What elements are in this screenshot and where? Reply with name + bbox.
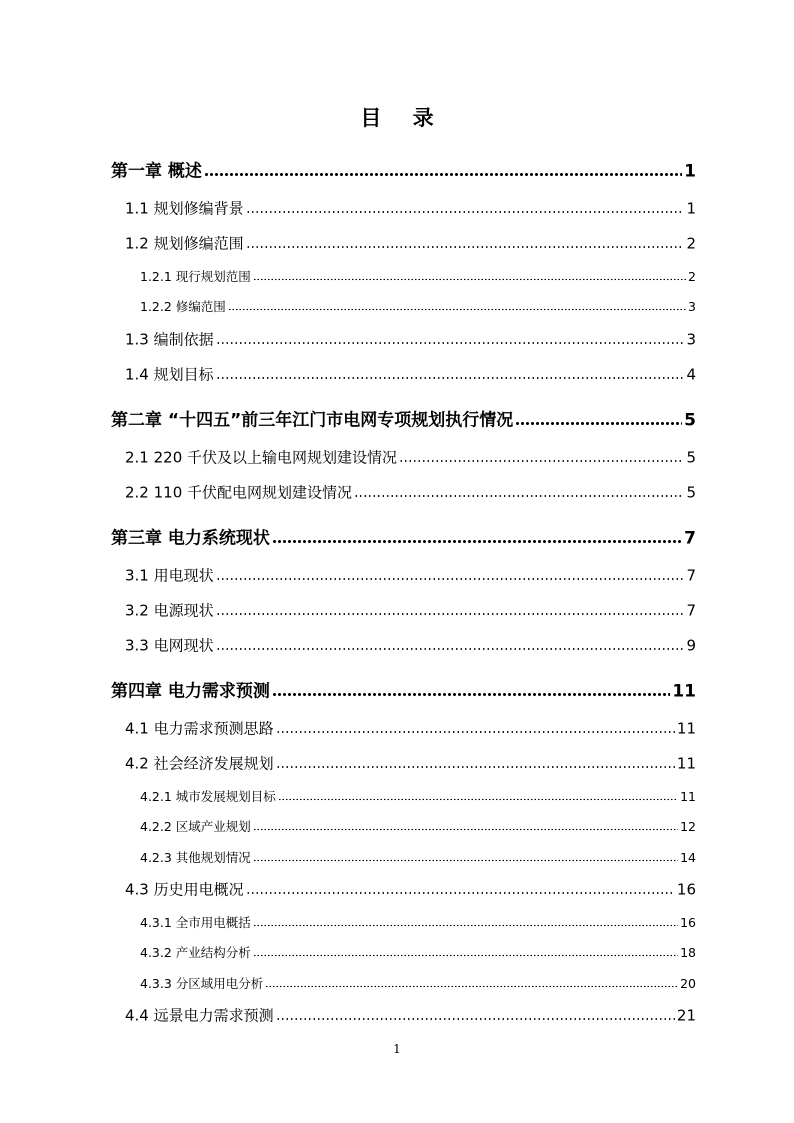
dot-leader (272, 693, 670, 697)
toc-entry-label: 2.1 220 千伏及以上输电网规划建设情况 (125, 448, 398, 467)
toc-entry-page: 5 (686, 448, 696, 467)
dot-leader (216, 377, 685, 380)
toc-entry[interactable] (125, 233, 696, 254)
dot-leader (272, 540, 682, 544)
toc-entry[interactable] (125, 718, 696, 739)
dot-leader (253, 924, 678, 927)
dot-leader (354, 495, 684, 498)
dot-leader (246, 211, 685, 214)
toc-entry-page: 3 (686, 330, 696, 349)
toc-entry-label: 第二章 “十四五”前三年江门市电网专项规划执行情况 (111, 410, 514, 431)
toc-entry[interactable] (125, 329, 696, 350)
toc-entry[interactable] (125, 364, 696, 385)
toc-entry[interactable] (140, 913, 696, 931)
toc-entry-page: 3 (688, 299, 696, 314)
toc-entry-label: 4.4 远景电力需求预测 (125, 1006, 274, 1025)
toc-entry-page: 11 (676, 719, 696, 738)
toc-entry[interactable] (125, 565, 696, 586)
toc-entry-label: 4.3.2 产业结构分析 (140, 945, 251, 960)
toc-entry-label: 第四章 电力需求预测 (111, 681, 270, 702)
toc-entry[interactable] (140, 787, 696, 805)
toc-entry[interactable] (125, 879, 696, 900)
toc-entry-page: 21 (676, 1006, 696, 1025)
toc-entry-label: 4.2 社会经济发展规划 (125, 754, 274, 773)
toc-entry[interactable] (140, 974, 696, 992)
toc-entry-page: 16 (680, 915, 696, 930)
toc-entry[interactable] (140, 297, 696, 315)
toc-entry[interactable] (125, 753, 696, 774)
toc-entry[interactable] (111, 524, 696, 549)
toc-entry-page: 11 (672, 681, 696, 702)
dot-leader (216, 578, 685, 581)
toc-entry[interactable] (125, 600, 696, 621)
toc-entry-page: 9 (686, 636, 696, 655)
toc-entry-label: 3.2 电源现状 (125, 601, 214, 620)
toc-entry-page: 20 (680, 976, 696, 991)
dot-leader (216, 613, 685, 616)
toc-entry-label: 1.2.2 修编范围 (140, 299, 226, 314)
toc-entry[interactable] (111, 157, 696, 182)
toc-entry[interactable] (125, 447, 696, 468)
toc-entry-label: 1.1 规划修编背景 (125, 199, 244, 218)
dot-leader (276, 1018, 675, 1021)
dot-leader (265, 985, 678, 988)
dot-leader (246, 892, 675, 895)
dot-leader (276, 766, 675, 769)
dot-leader (216, 342, 685, 345)
toc-entry-page: 5 (684, 410, 696, 431)
toc-entry-label: 1.3 编制依据 (125, 330, 214, 349)
toc-entry-label: 4.2.2 区域产业规划 (140, 819, 251, 834)
toc-entry-page: 11 (676, 754, 696, 773)
toc-entry-page: 16 (676, 880, 696, 899)
toc-entry[interactable] (140, 943, 696, 961)
dot-leader (253, 954, 678, 957)
dot-leader (515, 422, 682, 426)
toc-entry-label: 3.3 电网现状 (125, 636, 214, 655)
dot-leader (228, 308, 686, 311)
dot-leader (216, 648, 685, 651)
toc-entry-page: 7 (686, 601, 696, 620)
toc-entry-label: 1.4 规划目标 (125, 365, 214, 384)
dot-leader (276, 731, 675, 734)
toc-entry-page: 7 (686, 566, 696, 585)
toc-entry-label: 4.2.3 其他规划情况 (140, 850, 251, 865)
toc-entry-label: 3.1 用电现状 (125, 566, 214, 585)
toc-entry[interactable] (140, 848, 696, 866)
toc-entry-label: 4.2.1 城市发展规划目标 (140, 789, 276, 804)
toc-entry-page: 1 (686, 199, 696, 218)
toc-entry-label: 4.1 电力需求预测思路 (125, 719, 274, 738)
toc-entry[interactable] (111, 406, 696, 431)
toc-entry-label: 4.3.1 全市用电概括 (140, 915, 251, 930)
toc-entry[interactable] (125, 198, 696, 219)
toc-entry-page: 7 (684, 528, 696, 549)
toc-entry-page: 2 (688, 269, 696, 284)
toc-entry[interactable] (140, 817, 696, 835)
toc-entry-page: 2 (686, 234, 696, 253)
toc-entry[interactable] (125, 482, 696, 503)
toc-entry-label: 1.2.1 现行规划范围 (140, 269, 251, 284)
toc-entry-label: 2.2 110 千伏配电网规划建设情况 (125, 483, 353, 502)
toc-entry[interactable] (125, 635, 696, 656)
toc-entry[interactable] (125, 1005, 696, 1026)
toc-entry-page: 12 (680, 819, 696, 834)
toc-entry-page: 4 (686, 365, 696, 384)
dot-leader (253, 859, 678, 862)
dot-leader (278, 798, 678, 801)
toc-title: 目 录 (360, 105, 446, 130)
dot-leader (253, 828, 678, 831)
toc-entry-label: 1.2 规划修编范围 (125, 234, 244, 253)
toc-entry-label: 第一章 概述 (111, 161, 202, 182)
toc-entry-label: 4.3 历史用电概况 (125, 880, 244, 899)
toc-entry-label: 第三章 电力系统现状 (111, 528, 270, 549)
toc-entry[interactable] (111, 677, 696, 702)
toc-entry-label: 4.3.3 分区域用电分析 (140, 976, 264, 991)
dot-leader (253, 278, 686, 281)
dot-leader (204, 173, 682, 177)
toc-entry-page: 5 (686, 483, 696, 502)
toc-entry-page: 14 (680, 850, 696, 865)
toc-entry[interactable] (140, 267, 696, 285)
toc-entry-page: 1 (684, 161, 696, 182)
page-number: 1 (393, 1042, 401, 1056)
toc-entry-page: 18 (680, 945, 696, 960)
dot-leader (399, 460, 684, 463)
dot-leader (246, 246, 685, 249)
toc-entry-page: 11 (680, 789, 696, 804)
